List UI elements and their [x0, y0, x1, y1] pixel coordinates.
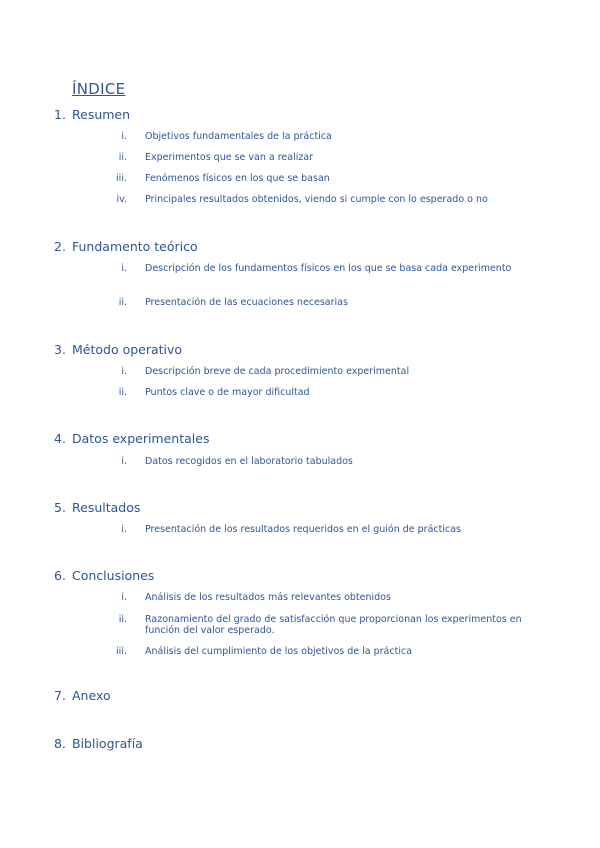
section-number: 5. — [54, 500, 66, 515]
item-numeral: i. — [121, 456, 127, 467]
section-heading-bibliografia — [54, 736, 143, 751]
item-text: Presentación de los resultados requeridos en el guión de prácticas — [145, 524, 461, 535]
item-text: Experimentos que se van a realizar — [145, 152, 314, 163]
item-numeral: iii. — [116, 173, 127, 184]
item-numeral: iii. — [116, 646, 127, 657]
section-heading-resultados — [54, 500, 140, 515]
section-number: 4. — [54, 431, 66, 446]
section-number: 8. — [54, 736, 66, 751]
item-numeral: i. — [121, 263, 127, 274]
item-numeral: ii. — [118, 387, 127, 398]
item-numeral: i. — [121, 366, 127, 377]
section-number: 2. — [54, 239, 66, 254]
item-text: Objetivos fundamentales de la práctica — [145, 131, 332, 142]
item-numeral: ii. — [118, 297, 127, 308]
section-heading-resumen — [54, 107, 130, 122]
item-numeral: ii. — [118, 152, 127, 163]
section-heading-datos — [54, 431, 209, 446]
item-text: Razonamiento del grado de satisfacción que proporcionan los experimentos en función del valor esperado. — [145, 614, 522, 636]
item-numeral: i. — [121, 592, 127, 603]
item-text: Descripción breve de cada procedimiento experimental — [145, 366, 410, 377]
section-label: Fundamento teórico — [72, 239, 198, 254]
item-text: Análisis del cumplimiento de los objetivos de la práctica — [145, 646, 413, 657]
item-text: Puntos clave o de mayor dificultad — [145, 387, 310, 398]
section-label: Conclusiones — [72, 568, 155, 583]
index-title: ÍNDICE — [72, 80, 126, 98]
item-text: Análisis de los resultados más relevantes obtenidos — [145, 592, 391, 603]
section-label: Método operativo — [72, 342, 183, 357]
item-text: Descripción de los fundamentos físicos en los que se basa cada experimento — [145, 263, 512, 274]
item-numeral: i. — [121, 131, 127, 142]
item-text: Presentación de las ecuaciones necesarias — [145, 297, 348, 308]
item-text: Principales resultados obtenidos, viendo si cumple con lo esperado o no — [145, 194, 488, 205]
section-number: 7. — [54, 688, 66, 703]
item-text: Fenómenos físicos en los que se basan — [145, 173, 330, 184]
section-number: 3. — [54, 342, 66, 357]
section-heading-fundamento — [54, 239, 198, 254]
section-label: Anexo — [72, 688, 111, 703]
section-label: Resumen — [72, 107, 131, 122]
item-numeral: iv. — [116, 194, 127, 205]
section-heading-conclusiones — [54, 568, 154, 583]
section-number: 6. — [54, 568, 66, 583]
item-numeral: ii. — [118, 614, 127, 625]
section-number: 1. — [54, 107, 66, 122]
item-text: Datos recogidos en el laboratorio tabulados — [145, 456, 353, 467]
section-label: Datos experimentales — [72, 431, 210, 446]
section-heading-metodo — [54, 342, 182, 357]
section-label: Bibliografía — [72, 736, 143, 751]
item-numeral: i. — [121, 524, 127, 535]
section-label: Resultados — [72, 500, 141, 515]
section-heading-anexo — [54, 688, 111, 703]
